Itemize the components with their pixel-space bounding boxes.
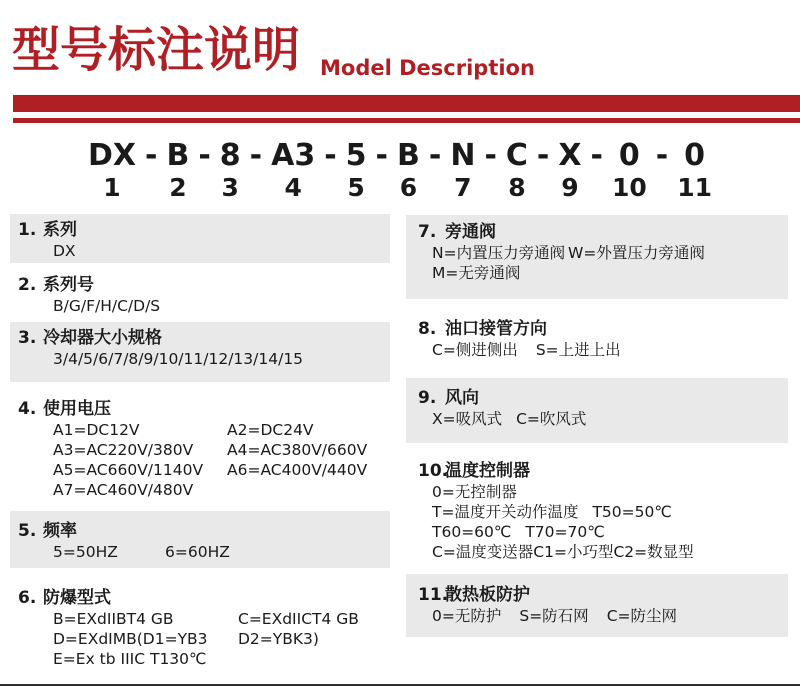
section-heading — [418, 221, 780, 243]
section-1 — [10, 214, 390, 263]
section-line — [432, 409, 780, 429]
footer-divider — [0, 684, 800, 686]
section-4 — [10, 393, 390, 506]
section-body — [432, 482, 780, 562]
section-line — [53, 296, 382, 316]
section-body — [53, 296, 382, 316]
header-divider-thin — [13, 118, 800, 123]
section-title: 温度控制器 — [445, 461, 530, 481]
section-number: 8. — [418, 319, 437, 339]
code-definition: D2=YBK3) — [238, 630, 319, 648]
code-definition: A4=AC380V/660V — [227, 441, 368, 459]
section-number: 11. — [418, 585, 449, 605]
model-code-separator: - — [324, 138, 337, 173]
code-definition: D=EXdIMB(D1=YB3 — [53, 630, 208, 648]
code-definition: E=Ex tb IIIC T130℃ — [53, 650, 207, 668]
model-code-segment — [677, 139, 712, 202]
model-code-position-number: 5 — [347, 173, 365, 202]
code-definition: A6=AC400V/440V — [227, 461, 368, 479]
code-definition: B/G/F/H/C/D/S — [53, 297, 161, 315]
code-definition: T70=70℃ — [525, 523, 605, 541]
section-title: 频率 — [43, 521, 77, 541]
section-title: 旁通阀 — [445, 222, 496, 242]
section-title: 系列 — [43, 220, 77, 240]
code-definition: C=防尘网 — [606, 607, 677, 625]
code-definition: A1=DC12V — [53, 421, 140, 439]
code-definition: N=内置压力旁通阀 — [432, 244, 566, 262]
section-number: 5. — [18, 521, 37, 541]
section-line — [53, 629, 382, 649]
model-code-value: 0 — [618, 138, 640, 173]
code-definition: T50=50℃ — [592, 503, 672, 521]
code-definition: T=温度开关动作温度 — [432, 503, 579, 521]
code-definition: 0=无控制器 — [432, 483, 517, 501]
section-heading — [418, 387, 780, 409]
model-code-position-number: 9 — [561, 173, 579, 202]
section-heading — [18, 274, 382, 296]
model-code-value: 0 — [684, 138, 706, 173]
section-line — [53, 349, 382, 369]
model-code-separator: - — [145, 138, 158, 173]
model-code — [0, 139, 800, 202]
model-code-segment — [612, 139, 647, 202]
section-heading — [418, 584, 780, 606]
code-definition: C=温度变送器C1=小巧型C2=数显型 — [432, 543, 694, 561]
section-title: 冷却器大小规格 — [43, 328, 162, 348]
section-2 — [10, 269, 390, 322]
section-heading — [418, 318, 780, 340]
model-code-position-number: 10 — [611, 173, 647, 202]
section-heading — [18, 327, 382, 349]
section-7 — [406, 215, 788, 299]
model-code-position-number: 7 — [454, 173, 472, 202]
model-code-position-number: 2 — [169, 173, 187, 202]
section-8 — [406, 313, 788, 366]
section-title: 散热板防护 — [445, 585, 530, 605]
code-definition: A3=AC220V/380V — [53, 441, 194, 459]
model-code-separator: - — [249, 138, 263, 173]
section-line — [53, 609, 382, 629]
model-code-separator: - — [590, 138, 603, 173]
model-code-position-number: 4 — [284, 173, 302, 202]
code-definition: A2=DC24V — [227, 421, 314, 439]
model-code-segment — [220, 139, 241, 202]
model-code-segment — [450, 139, 475, 202]
model-code-value: DX — [87, 138, 137, 173]
model-code-value: B — [166, 138, 190, 173]
section-line — [432, 263, 780, 283]
code-definition: C=侧进侧出 — [432, 341, 518, 359]
model-code-segment — [397, 139, 420, 202]
model-code-value: C — [505, 138, 528, 173]
model-code-value: N — [450, 138, 476, 173]
section-line — [53, 460, 382, 480]
section-title: 风向 — [445, 388, 479, 408]
section-10 — [406, 455, 788, 568]
code-definition: B=EXdIIBT4 GB — [53, 610, 174, 628]
model-code-separator: - — [484, 138, 497, 173]
section-body — [53, 349, 382, 369]
section-body — [432, 340, 780, 360]
section-body — [432, 243, 780, 283]
model-code-segment — [346, 139, 367, 202]
code-definition: 6=60HZ — [165, 543, 230, 561]
model-code-position-number: 8 — [508, 173, 526, 202]
model-code-separator: - — [375, 138, 388, 173]
model-code-value: X — [558, 138, 582, 173]
section-body — [53, 609, 382, 669]
model-code-value: 8 — [219, 138, 241, 173]
model-code-separator: - — [428, 138, 442, 173]
code-definition: T60=60℃ — [432, 523, 512, 541]
page-subtitle: Model Description — [320, 56, 535, 80]
code-definition: W=外置压力旁通阀 — [568, 244, 705, 262]
code-definition: 5=50HZ — [53, 543, 118, 561]
section-line — [53, 649, 382, 669]
model-code-value: 5 — [345, 138, 367, 173]
section-number: 10. — [418, 461, 449, 481]
code-definition: X=吸风式 — [432, 410, 503, 428]
code-definition: A7=AC460V/480V — [53, 481, 194, 499]
code-definition: M=无旁通阀 — [432, 264, 521, 282]
section-heading — [18, 587, 382, 609]
model-code-segment — [506, 139, 528, 202]
section-line — [432, 522, 780, 542]
section-heading — [18, 398, 382, 420]
section-body — [432, 409, 780, 429]
model-code-position-number: 3 — [221, 173, 239, 202]
section-number: 3. — [18, 328, 37, 348]
model-code-segment — [271, 139, 315, 202]
code-definition: 0=无防护 — [432, 607, 502, 625]
model-code-segment — [558, 139, 581, 202]
section-line — [432, 340, 780, 360]
section-5 — [10, 511, 390, 568]
model-code-separator: - — [655, 138, 669, 173]
section-body — [53, 241, 382, 261]
section-number: 2. — [18, 275, 37, 295]
section-number: 7. — [418, 222, 437, 242]
section-heading — [18, 219, 382, 241]
code-definition: DX — [53, 242, 76, 260]
page-title: 型号标注说明 — [12, 22, 301, 78]
section-line — [432, 243, 780, 263]
section-number: 4. — [18, 399, 37, 419]
code-definition: 3/4/5/6/7/8/9/10/11/12/13/14/15 — [53, 350, 304, 368]
section-number: 1. — [18, 220, 37, 240]
section-title: 系列号 — [43, 275, 94, 295]
section-9 — [406, 378, 788, 443]
section-body — [53, 420, 382, 500]
section-6 — [10, 582, 390, 675]
model-code-segment — [166, 139, 189, 202]
section-body — [432, 606, 780, 626]
model-code-value: B — [397, 138, 420, 173]
section-line — [53, 420, 382, 440]
section-line — [432, 482, 780, 502]
header-divider-thick — [13, 95, 800, 112]
model-code-separator: - — [536, 138, 550, 173]
code-definition: C=EXdIICT4 GB — [238, 610, 359, 628]
model-code-segment — [88, 139, 136, 202]
section-heading — [418, 460, 780, 482]
section-line — [432, 542, 780, 562]
section-line — [53, 480, 382, 500]
section-line — [53, 542, 382, 562]
model-code-position-number: 1 — [103, 173, 121, 202]
section-body — [53, 542, 382, 562]
section-number: 9. — [418, 388, 437, 408]
section-title: 油口接管方向 — [445, 319, 547, 339]
section-line — [53, 241, 382, 261]
section-11 — [406, 574, 788, 637]
section-title: 使用电压 — [43, 399, 111, 419]
section-line — [53, 440, 382, 460]
code-definition: S=上进上出 — [535, 341, 621, 359]
model-code-position-number: 11 — [677, 173, 713, 202]
model-code-position-number: 6 — [399, 173, 418, 202]
section-3 — [10, 322, 390, 382]
code-definition: A5=AC660V/1140V — [53, 461, 204, 479]
code-definition: S=防石网 — [519, 607, 589, 625]
section-number: 6. — [18, 588, 37, 608]
model-code-value: A3 — [271, 138, 316, 173]
section-title: 防爆型式 — [43, 588, 111, 608]
section-heading — [18, 520, 382, 542]
model-code-separator: - — [198, 138, 211, 173]
code-definition: C=吹风式 — [516, 410, 587, 428]
section-line — [432, 502, 780, 522]
section-line — [432, 606, 780, 626]
